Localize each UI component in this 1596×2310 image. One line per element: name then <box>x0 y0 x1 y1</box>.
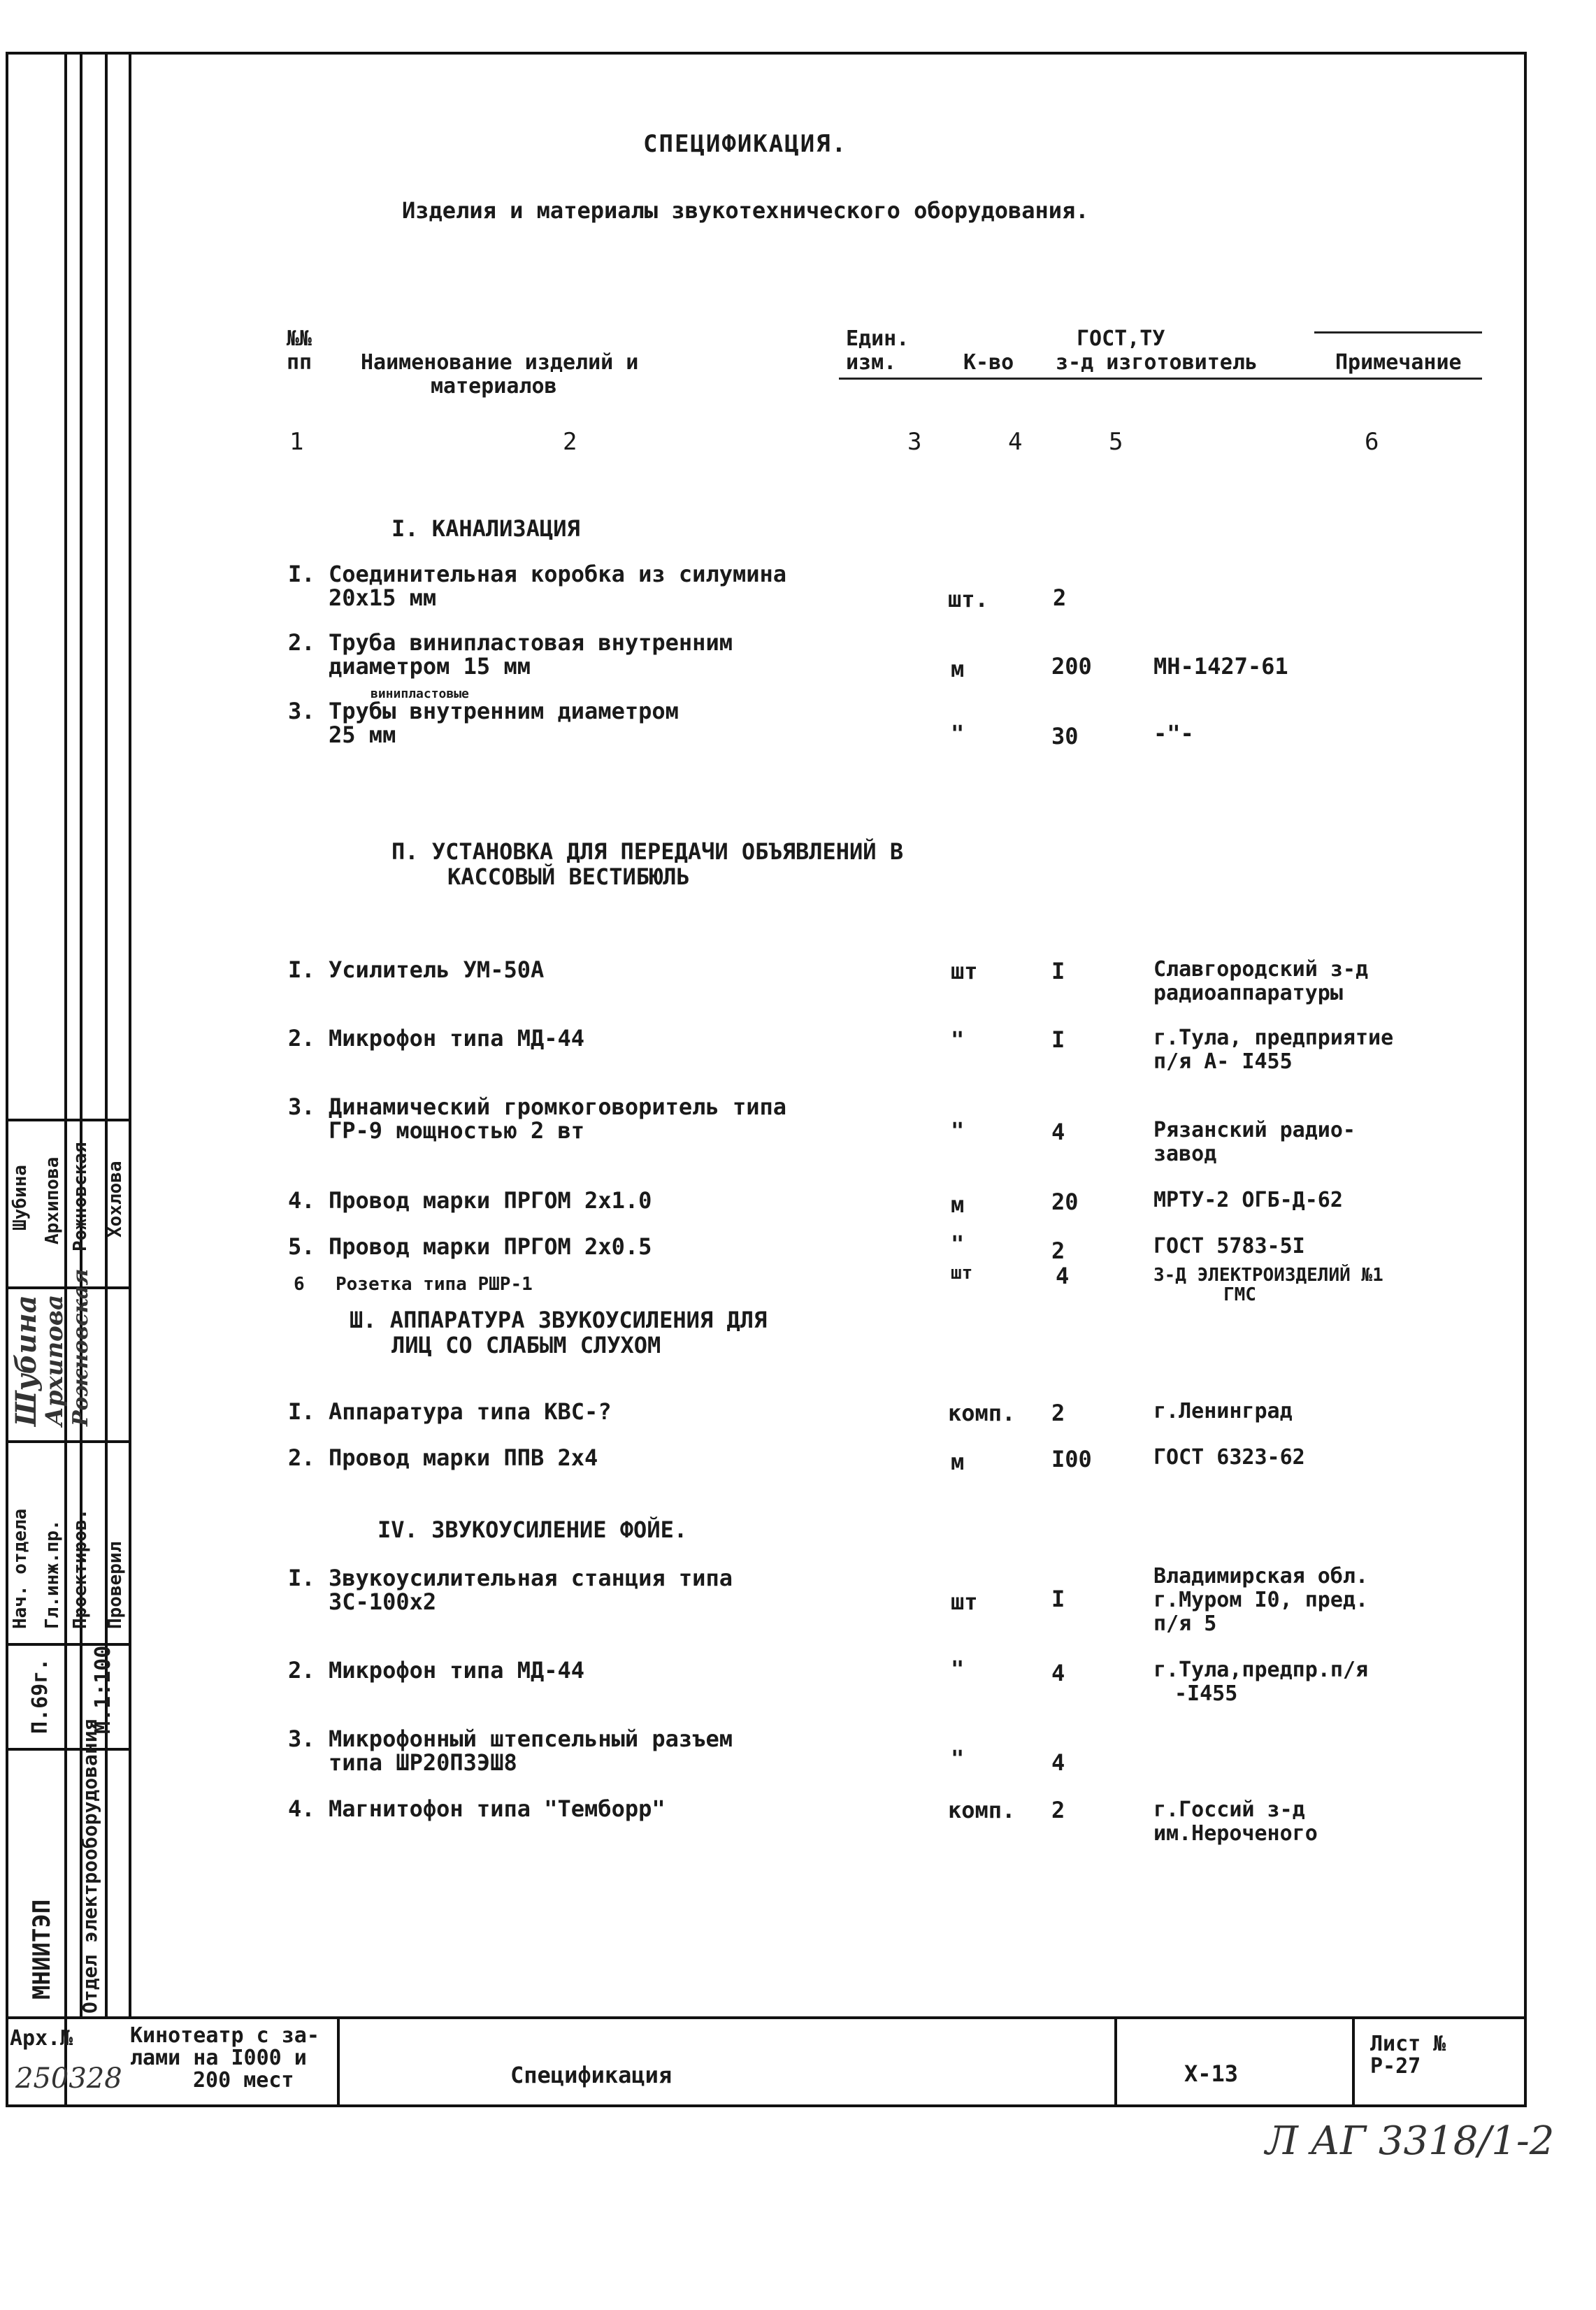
row-unit: " <box>951 1656 965 1682</box>
row-gost: Владимирская обл. г.Муром I0, пред. п/я 5 <box>1153 1564 1369 1636</box>
stamp-name: Рожновская <box>70 1142 91 1251</box>
row-qty: 20 <box>1051 1189 1079 1215</box>
col-number: 3 <box>907 428 922 456</box>
row-name: Усилитель УМ-50А <box>329 956 545 983</box>
row-unit: " <box>951 720 965 747</box>
row-gost: ГОСТ 6323-62 <box>1153 1445 1305 1470</box>
row-num: I. <box>288 561 315 587</box>
row-name: Микрофон типа МД-44 <box>329 1025 585 1052</box>
row-gost: г.Тула, предприятие п/я А- I455 <box>1153 1026 1394 1074</box>
row-qty: 2 <box>1053 584 1067 611</box>
row-name: Магнитофон типа "Темборр" <box>329 1795 666 1822</box>
row-qty: 4 <box>1056 1263 1070 1289</box>
drawing-code: Х-13 <box>1184 2060 1239 2087</box>
row-name: Микрофон типа МД-44 <box>329 1657 585 1684</box>
row-gost: ГОСТ 5783-5I <box>1153 1234 1305 1258</box>
row-unit: м <box>951 1191 965 1218</box>
row-num: 3. <box>288 1093 315 1120</box>
bottom-stamp-divider <box>1114 2016 1117 2107</box>
stamp-column-line <box>129 52 131 2016</box>
stamp-org: МНИИТЭП <box>28 1899 56 2000</box>
row-name: Провод марки ПРГОМ 2х0.5 <box>329 1233 652 1260</box>
side-stamp-line <box>6 1286 130 1289</box>
row-qty: 200 <box>1051 653 1092 680</box>
row-gost: г.Ленинград <box>1153 1399 1293 1423</box>
col-number: 6 <box>1365 428 1379 456</box>
stamp-name: Хохлова <box>105 1161 126 1238</box>
row-unit: " <box>951 1745 965 1772</box>
side-stamp-line <box>6 1748 130 1751</box>
row-qty: 4 <box>1051 1119 1065 1145</box>
archive-number: 250328 <box>15 2062 122 2095</box>
col-number: 4 <box>1008 428 1023 456</box>
stamp-name: Архипова <box>42 1156 63 1244</box>
project-name: Кинотеатр с за- лами на I000 и 200 мест <box>130 2023 319 2093</box>
row-num: 2. <box>288 1657 315 1684</box>
row-unit: м <box>951 1449 965 1475</box>
row-qty: 2 <box>1051 1797 1065 1823</box>
row-gost: Рязанский радио- завод <box>1153 1118 1356 1166</box>
col-unit-header: Един. изм. <box>846 327 910 375</box>
signature: Шубина <box>10 1295 43 1426</box>
row-qty: I <box>1051 1586 1065 1612</box>
header-rule <box>839 378 1482 380</box>
row-qty: 4 <box>1051 1749 1065 1776</box>
archive-label: Арх.№ <box>10 2026 73 2051</box>
left-margin-line <box>64 52 67 2107</box>
row-name: Труба винипластовая внутренним диаметром 15 мм <box>329 629 733 680</box>
col-number: 2 <box>563 428 577 456</box>
row-qty: 30 <box>1051 723 1079 749</box>
col-gost-header: ГОСТ,ТУ з-д изготовитель <box>1056 327 1258 375</box>
row-unit: шт <box>951 958 978 984</box>
row-gost: г.Тула,предпр.п/я -I455 <box>1153 1658 1369 1706</box>
row-num: 2. <box>288 1444 315 1471</box>
row-unit: комп. <box>948 1797 1016 1823</box>
row-gost: Славгородский з-д радиоаппаратуры <box>1153 957 1369 1005</box>
stamp-dept: Отдел электрооборудования <box>78 1719 101 2014</box>
row-unit: шт <box>951 1588 978 1615</box>
row-num: 2. <box>288 629 315 656</box>
stamp-role: Проектиров. <box>70 1508 91 1629</box>
row-name: Микрофонный штепсельный разъем типа ШР20П3ЭШ8 <box>329 1726 733 1776</box>
stamp-name: Шубина <box>10 1165 31 1231</box>
row-num: 6 <box>294 1274 305 1295</box>
row-qty: I <box>1051 1026 1065 1053</box>
header-rule-top <box>1314 331 1482 333</box>
stamp-scale: М.1:100 <box>91 1645 115 1734</box>
row-qty: 2 <box>1051 1400 1065 1426</box>
row-name: Провод марки ППВ 2х4 <box>329 1444 598 1471</box>
row-gost: З-Д ЭЛЕКТРОИЗДЕЛИЙ №1 ГМС <box>1153 1265 1383 1305</box>
row-name: Соединительная коробка из силумина 20х15 мм <box>329 561 787 611</box>
document-subtitle: Изделия и материалы звукотехнического оборудования. <box>402 197 1089 224</box>
row-name: Динамический громкоговоритель типа ГР-9 мощностью 2 вт <box>329 1093 787 1144</box>
col-num-header: №№ пп <box>287 327 312 375</box>
row-unit: м <box>951 656 965 682</box>
row-num: I. <box>288 956 315 983</box>
row-qty: 2 <box>1051 1238 1065 1264</box>
row-unit: комп. <box>948 1400 1016 1426</box>
side-stamp-line <box>6 1119 130 1121</box>
row-gost: г.Госсий з-д им.Нероченого <box>1153 1798 1318 1846</box>
signature: Рожновская <box>69 1268 93 1426</box>
row-gost: МРТУ-2 ОГБ-Д-62 <box>1153 1188 1343 1212</box>
document-title: СПЕЦИФИКАЦИЯ. <box>643 130 848 158</box>
col-note-header: Примечание <box>1335 350 1462 375</box>
row-name: Звукоусилительная станция типа ЗС-100х2 <box>329 1565 733 1615</box>
sheet-title: Спецификация <box>510 2062 673 2088</box>
signature: Архипова <box>41 1294 69 1426</box>
row-num: I. <box>288 1398 315 1425</box>
row-num: 3. <box>288 698 315 724</box>
section-heading: IV. ЗВУКОУСИЛЕНИЕ ФОЙЕ. <box>378 1516 688 1543</box>
bottom-stamp-divider <box>1352 2016 1355 2107</box>
row-unit: " <box>951 1117 965 1144</box>
side-stamp-line <box>6 1440 130 1443</box>
row-name: Провод марки ПРГОМ 2х1.0 <box>329 1187 652 1214</box>
section-heading: I. КАНАЛИЗАЦИЯ <box>391 515 580 542</box>
row-num: 5. <box>288 1233 315 1260</box>
row-name: Аппаратура типа КВС-? <box>329 1398 612 1425</box>
row-unit: шт. <box>948 586 988 612</box>
row-num: I. <box>288 1565 315 1591</box>
row-gost: МН-1427-61 <box>1153 653 1288 680</box>
stamp-role: Нач. отдела <box>10 1508 31 1629</box>
row-unit: " <box>951 1026 965 1053</box>
stamp-year: П.69г. <box>28 1658 52 1734</box>
row-name: Трубы внутренним диаметром 25 мм <box>329 698 679 748</box>
sheet-label: Лист № Р-27 <box>1370 2032 1446 2079</box>
row-qty: 4 <box>1051 1660 1065 1686</box>
stamp-role: Гл.инж.пр. <box>42 1519 63 1629</box>
row-num: 2. <box>288 1025 315 1052</box>
col-name-header: Наименование изделий и материалов <box>361 350 639 399</box>
stamp-role: Проверил <box>105 1541 126 1629</box>
row-num: 4. <box>288 1187 315 1214</box>
row-name: Розетка типа РШР-1 <box>336 1274 533 1295</box>
row-num: 4. <box>288 1795 315 1822</box>
bottom-stamp-divider <box>337 2016 340 2107</box>
handwritten-archive-note: Л АГ 3318/1-2 <box>1265 2118 1555 2164</box>
section-heading: П. УСТАНОВКА ДЛЯ ПЕРЕДАЧИ ОБЪЯВЛЕНИЙ В КАССОВЫЙ ВЕСТИБЮЛЬ <box>391 838 904 890</box>
row-gost: -"- <box>1153 720 1194 747</box>
bottom-stamp-top-line <box>6 2016 1527 2019</box>
row-unit: шт <box>951 1263 973 1284</box>
row-qty: I <box>1051 958 1065 984</box>
col-qty-header: К-во <box>963 350 1014 375</box>
row-qty: I00 <box>1051 1446 1092 1472</box>
col-number: 1 <box>289 428 304 456</box>
col-number: 5 <box>1109 428 1123 456</box>
row-num: 3. <box>288 1726 315 1752</box>
row-insert-note: винипластовые <box>371 687 469 701</box>
row-unit: " <box>951 1231 965 1257</box>
section-heading: Ш. АППАРАТУРА ЗВУКОУСИЛЕНИЯ ДЛЯ ЛИЦ СО СЛАБЫМ СЛУХОМ <box>350 1307 768 1358</box>
